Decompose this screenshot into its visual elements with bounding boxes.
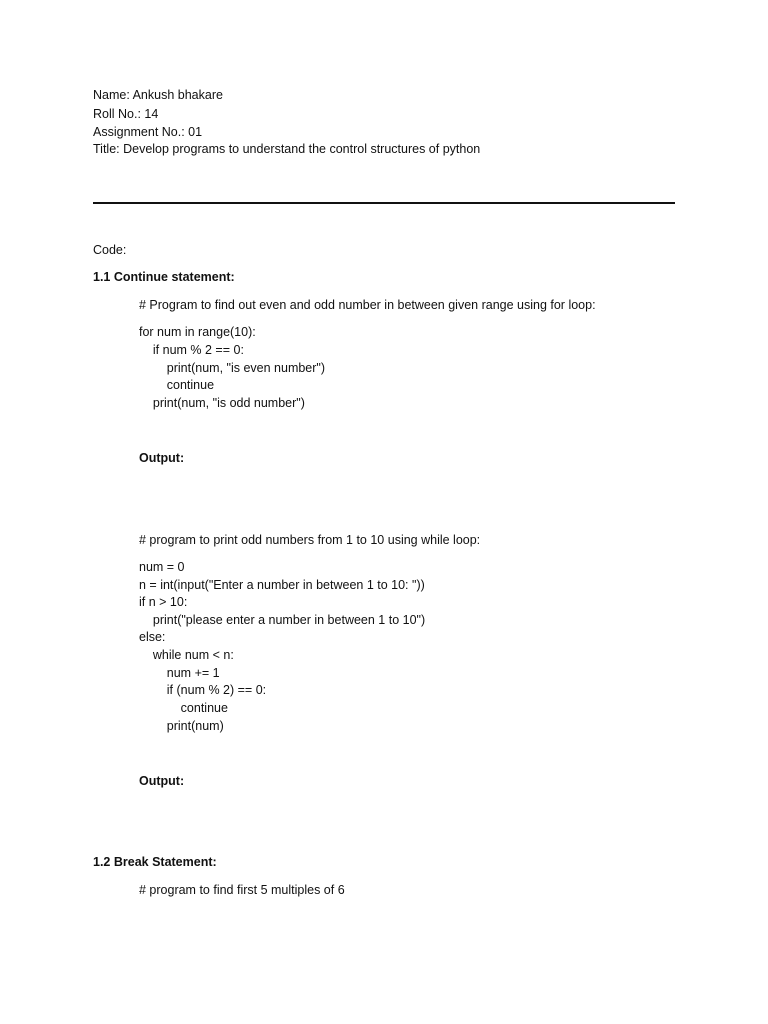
code-line: while num < n: <box>139 648 234 662</box>
code-line: for num in range(10): <box>139 325 256 339</box>
code-line: else: <box>139 630 166 644</box>
code-line: continue <box>139 701 228 715</box>
code-line: n = int(input("Enter a number in between 1 to 10: ")) <box>139 578 425 592</box>
code-line: if n > 10: <box>139 595 188 609</box>
code-line: print(num, "is odd number") <box>139 396 305 410</box>
program2-comment: # program to print odd numbers from 1 to 10 using while loop: <box>139 533 481 547</box>
code-line: if (num % 2) == 0: <box>139 683 267 697</box>
assignment-number: Assignment No.: 01 <box>93 125 203 139</box>
section-heading-break: 1.2 Break Statement: <box>93 855 217 869</box>
code-line: print(num) <box>139 719 224 733</box>
code-line: print(num, "is even number") <box>139 361 326 375</box>
code-line: if num % 2 == 0: <box>139 343 244 357</box>
code-line: print("please enter a number in between 1 to 10") <box>139 613 426 627</box>
program1-comment: # Program to find out even and odd number in between given range using for loop: <box>139 298 596 312</box>
section-heading-continue: 1.1 Continue statement: <box>93 270 235 284</box>
code-line: continue <box>139 378 215 392</box>
assignment-title: Title: Develop programs to understand the control structures of python <box>93 142 481 156</box>
program1-output-label: Output: <box>139 451 185 465</box>
code-line: num = 0 <box>139 560 185 574</box>
horizontal-divider <box>93 202 675 204</box>
program2-output-label: Output: <box>139 774 185 788</box>
code-line: num += 1 <box>139 666 220 680</box>
code-label: Code: <box>93 243 127 257</box>
program3-comment: # program to find first 5 multiples of 6 <box>139 883 345 897</box>
roll-number: Roll No.: 14 <box>93 107 159 121</box>
student-name: Name: Ankush bhakare <box>93 88 223 102</box>
